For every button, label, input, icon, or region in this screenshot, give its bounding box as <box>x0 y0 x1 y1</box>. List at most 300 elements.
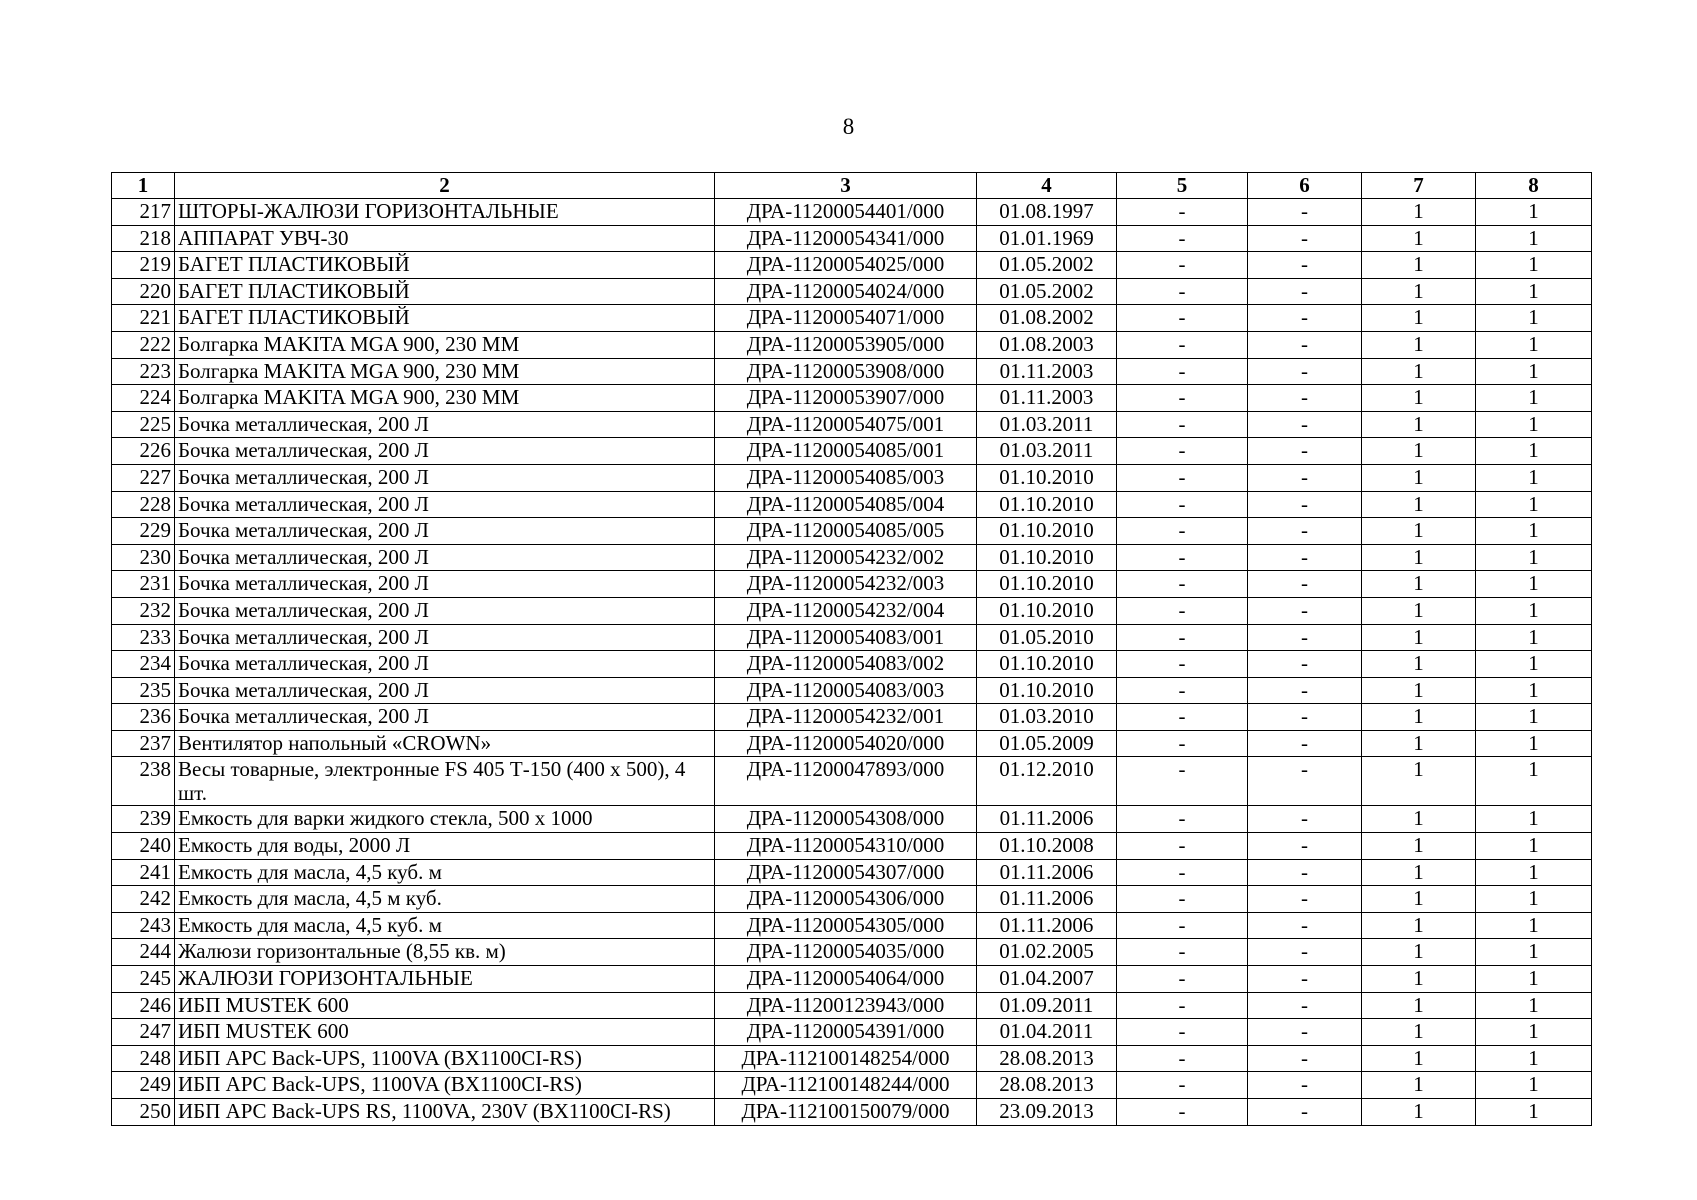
column-5-cell: - <box>1117 1099 1248 1126</box>
column-6-cell: - <box>1248 624 1362 651</box>
row-number-cell: 246 <box>112 992 175 1019</box>
row-number-cell: 235 <box>112 677 175 704</box>
column-5-cell: - <box>1117 464 1248 491</box>
column-5-cell: - <box>1117 411 1248 438</box>
date-cell: 23.09.2013 <box>977 1099 1117 1126</box>
column-6-cell: - <box>1248 939 1362 966</box>
item-name-cell: Весы товарные, электронные FS 405 Т-150 (400 х 500), 4 шт. <box>175 757 715 806</box>
table-row <box>112 757 1592 806</box>
column-8-cell: 1 <box>1476 1045 1592 1072</box>
column-8-cell: 1 <box>1476 1019 1592 1046</box>
inventory-code-cell: ДРА-11200054305/000 <box>715 912 977 939</box>
table-row <box>112 1072 1592 1099</box>
table-row <box>112 886 1592 913</box>
table-row <box>112 491 1592 518</box>
column-6-cell: - <box>1248 358 1362 385</box>
item-name-cell: Бочка металлическая, 200 Л <box>175 704 715 731</box>
row-number-cell: 218 <box>112 225 175 252</box>
column-8-cell: 1 <box>1476 833 1592 860</box>
row-number-cell: 250 <box>112 1099 175 1126</box>
row-number-cell: 219 <box>112 252 175 279</box>
row-number-cell: 222 <box>112 331 175 358</box>
item-name-cell: ИБП APC Back-UPS RS, 1100VA, 230V (BX1100CI-RS) <box>175 1099 715 1126</box>
column-5-cell: - <box>1117 859 1248 886</box>
column-8-cell: 1 <box>1476 757 1592 806</box>
row-number-cell: 228 <box>112 491 175 518</box>
item-name-cell: Бочка металлическая, 200 Л <box>175 411 715 438</box>
date-cell: 01.04.2007 <box>977 966 1117 993</box>
inventory-code-cell: ДРА-11200054085/001 <box>715 438 977 465</box>
column-6-cell: - <box>1248 1019 1362 1046</box>
column-5-cell: - <box>1117 1072 1248 1099</box>
column-5-cell: - <box>1117 704 1248 731</box>
column-6-cell: - <box>1248 518 1362 545</box>
date-cell: 01.03.2011 <box>977 411 1117 438</box>
row-number-cell: 236 <box>112 704 175 731</box>
column-6-cell: - <box>1248 992 1362 1019</box>
table-row <box>112 704 1592 731</box>
column-6-cell: - <box>1248 305 1362 332</box>
table-row <box>112 305 1592 332</box>
date-cell: 01.10.2010 <box>977 677 1117 704</box>
item-name-cell: ИБП APC Back-UPS, 1100VA (BX1100CI-RS) <box>175 1045 715 1072</box>
row-number-cell: 239 <box>112 806 175 833</box>
row-number-cell: 244 <box>112 939 175 966</box>
column-5-cell: - <box>1117 730 1248 757</box>
date-cell: 01.10.2010 <box>977 597 1117 624</box>
column-8-cell: 1 <box>1476 730 1592 757</box>
table-row <box>112 571 1592 598</box>
column-8-cell: 1 <box>1476 385 1592 412</box>
row-number-cell: 225 <box>112 411 175 438</box>
item-name-cell: Бочка металлическая, 200 Л <box>175 544 715 571</box>
inventory-code-cell: ДРА-112100148244/000 <box>715 1072 977 1099</box>
table-row <box>112 597 1592 624</box>
column-6-cell: - <box>1248 1072 1362 1099</box>
column-8-cell: 1 <box>1476 225 1592 252</box>
column-6-cell: - <box>1248 411 1362 438</box>
item-name-cell: Жалюзи горизонтальные (8,55 кв. м) <box>175 939 715 966</box>
page-number: 8 <box>842 114 855 139</box>
row-number-cell: 223 <box>112 358 175 385</box>
column-7-cell: 1 <box>1362 992 1476 1019</box>
date-cell: 01.10.2010 <box>977 491 1117 518</box>
column-6-cell: - <box>1248 966 1362 993</box>
table-row <box>112 464 1592 491</box>
column-header: 1 <box>112 173 175 199</box>
column-6-cell: - <box>1248 491 1362 518</box>
inventory-code-cell: ДРА-11200123943/000 <box>715 992 977 1019</box>
column-8-cell: 1 <box>1476 252 1592 279</box>
date-cell: 01.11.2006 <box>977 859 1117 886</box>
row-number-cell: 240 <box>112 833 175 860</box>
column-8-cell: 1 <box>1476 966 1592 993</box>
column-header: 4 <box>977 173 1117 199</box>
column-5-cell: - <box>1117 491 1248 518</box>
column-5-cell: - <box>1117 886 1248 913</box>
table-row <box>112 331 1592 358</box>
table-row <box>112 624 1592 651</box>
column-header: 7 <box>1362 173 1476 199</box>
column-8-cell: 1 <box>1476 518 1592 545</box>
item-name-cell: Емкость для масла, 4,5 м куб. <box>175 886 715 913</box>
item-name-cell: Болгарка MAKITA MGA 900, 230 ММ <box>175 385 715 412</box>
date-cell: 01.10.2010 <box>977 571 1117 598</box>
column-7-cell: 1 <box>1362 1045 1476 1072</box>
column-5-cell: - <box>1117 358 1248 385</box>
row-number-cell: 247 <box>112 1019 175 1046</box>
column-8-cell: 1 <box>1476 886 1592 913</box>
date-cell: 28.08.2013 <box>977 1045 1117 1072</box>
inventory-code-cell: ДРА-11200054085/003 <box>715 464 977 491</box>
column-8-cell: 1 <box>1476 464 1592 491</box>
column-7-cell: 1 <box>1362 704 1476 731</box>
column-7-cell: 1 <box>1362 886 1476 913</box>
row-number-cell: 220 <box>112 278 175 305</box>
table-row <box>112 438 1592 465</box>
item-name-cell: Бочка металлическая, 200 Л <box>175 464 715 491</box>
column-6-cell: - <box>1248 704 1362 731</box>
column-7-cell: 1 <box>1362 677 1476 704</box>
column-8-cell: 1 <box>1476 704 1592 731</box>
column-8-cell: 1 <box>1476 651 1592 678</box>
row-number-cell: 226 <box>112 438 175 465</box>
column-5-cell: - <box>1117 438 1248 465</box>
table-row <box>112 677 1592 704</box>
table-row <box>112 278 1592 305</box>
column-6-cell: - <box>1248 651 1362 678</box>
column-5-cell: - <box>1117 757 1248 806</box>
column-8-cell: 1 <box>1476 571 1592 598</box>
column-7-cell: 1 <box>1362 859 1476 886</box>
date-cell: 01.05.2002 <box>977 278 1117 305</box>
row-number-cell: 230 <box>112 544 175 571</box>
item-name-cell: АППАРАТ УВЧ-30 <box>175 225 715 252</box>
table-row <box>112 806 1592 833</box>
table-row <box>112 518 1592 545</box>
column-8-cell: 1 <box>1476 1072 1592 1099</box>
column-6-cell: - <box>1248 833 1362 860</box>
inventory-code-cell: ДРА-112100150079/000 <box>715 1099 977 1126</box>
column-5-cell: - <box>1117 597 1248 624</box>
column-7-cell: 1 <box>1362 331 1476 358</box>
item-name-cell: Болгарка MAKITA MGA 900, 230 ММ <box>175 331 715 358</box>
column-8-cell: 1 <box>1476 331 1592 358</box>
date-cell: 01.03.2011 <box>977 438 1117 465</box>
inventory-code-cell: ДРА-11200054232/002 <box>715 544 977 571</box>
column-7-cell: 1 <box>1362 833 1476 860</box>
column-8-cell: 1 <box>1476 411 1592 438</box>
date-cell: 01.11.2006 <box>977 806 1117 833</box>
date-cell: 01.08.1997 <box>977 199 1117 226</box>
date-cell: 01.12.2010 <box>977 757 1117 806</box>
inventory-code-cell: ДРА-11200054341/000 <box>715 225 977 252</box>
date-cell: 01.03.2010 <box>977 704 1117 731</box>
column-5-cell: - <box>1117 278 1248 305</box>
item-name-cell: Бочка металлическая, 200 Л <box>175 651 715 678</box>
inventory-code-cell: ДРА-11200054232/004 <box>715 597 977 624</box>
item-name-cell: Бочка металлическая, 200 Л <box>175 518 715 545</box>
column-7-cell: 1 <box>1362 806 1476 833</box>
column-6-cell: - <box>1248 886 1362 913</box>
column-6-cell: - <box>1248 464 1362 491</box>
column-5-cell: - <box>1117 651 1248 678</box>
inventory-code-cell: ДРА-11200054306/000 <box>715 886 977 913</box>
date-cell: 01.05.2010 <box>977 624 1117 651</box>
item-name-cell: Емкость для варки жидкого стекла, 500 х 1000 <box>175 806 715 833</box>
date-cell: 01.11.2003 <box>977 385 1117 412</box>
column-6-cell: - <box>1248 225 1362 252</box>
inventory-code-cell: ДРА-11200054085/004 <box>715 491 977 518</box>
column-8-cell: 1 <box>1476 992 1592 1019</box>
date-cell: 01.11.2006 <box>977 886 1117 913</box>
column-5-cell: - <box>1117 677 1248 704</box>
row-number-cell: 248 <box>112 1045 175 1072</box>
table-row <box>112 1019 1592 1046</box>
column-6-cell: - <box>1248 597 1362 624</box>
date-cell: 01.11.2006 <box>977 912 1117 939</box>
date-cell: 01.08.2002 <box>977 305 1117 332</box>
inventory-code-cell: ДРА-11200054085/005 <box>715 518 977 545</box>
row-number-cell: 232 <box>112 597 175 624</box>
item-name-cell: ИБП MUSTEK 600 <box>175 992 715 1019</box>
date-cell: 01.10.2010 <box>977 518 1117 545</box>
column-8-cell: 1 <box>1476 358 1592 385</box>
inventory-code-cell: ДРА-11200054064/000 <box>715 966 977 993</box>
column-7-cell: 1 <box>1362 438 1476 465</box>
date-cell: 01.05.2002 <box>977 252 1117 279</box>
row-number-cell: 229 <box>112 518 175 545</box>
column-7-cell: 1 <box>1362 1072 1476 1099</box>
column-5-cell: - <box>1117 571 1248 598</box>
column-6-cell: - <box>1248 199 1362 226</box>
column-8-cell: 1 <box>1476 912 1592 939</box>
row-number-cell: 243 <box>112 912 175 939</box>
inventory-code-cell: ДРА-11200054307/000 <box>715 859 977 886</box>
column-7-cell: 1 <box>1362 730 1476 757</box>
table-row <box>112 411 1592 438</box>
table-row <box>112 1045 1592 1072</box>
table-row <box>112 992 1592 1019</box>
column-5-cell: - <box>1117 385 1248 412</box>
item-name-cell: БАГЕТ ПЛАСТИКОВЫЙ <box>175 305 715 332</box>
inventory-code-cell: ДРА-11200053905/000 <box>715 331 977 358</box>
column-5-cell: - <box>1117 939 1248 966</box>
date-cell: 01.10.2010 <box>977 464 1117 491</box>
item-name-cell: Емкость для воды, 2000 Л <box>175 833 715 860</box>
table-row <box>112 651 1592 678</box>
date-cell: 01.02.2005 <box>977 939 1117 966</box>
column-6-cell: - <box>1248 252 1362 279</box>
inventory-table <box>111 172 1592 1126</box>
inventory-code-cell: ДРА-11200054232/001 <box>715 704 977 731</box>
column-6-cell: - <box>1248 278 1362 305</box>
row-number-cell: 249 <box>112 1072 175 1099</box>
date-cell: 01.10.2010 <box>977 544 1117 571</box>
column-6-cell: - <box>1248 1045 1362 1072</box>
column-8-cell: 1 <box>1476 597 1592 624</box>
table-header-row <box>112 173 1592 199</box>
column-7-cell: 1 <box>1362 939 1476 966</box>
inventory-code-cell: ДРА-11200054071/000 <box>715 305 977 332</box>
column-header: 2 <box>175 173 715 199</box>
item-name-cell: Бочка металлическая, 200 Л <box>175 597 715 624</box>
column-7-cell: 1 <box>1362 278 1476 305</box>
column-8-cell: 1 <box>1476 491 1592 518</box>
date-cell: 01.05.2009 <box>977 730 1117 757</box>
column-8-cell: 1 <box>1476 677 1592 704</box>
column-6-cell: - <box>1248 757 1362 806</box>
row-number-cell: 217 <box>112 199 175 226</box>
inventory-code-cell: ДРА-11200054308/000 <box>715 806 977 833</box>
column-6-cell: - <box>1248 438 1362 465</box>
column-5-cell: - <box>1117 912 1248 939</box>
column-5-cell: - <box>1117 331 1248 358</box>
table-row <box>112 912 1592 939</box>
inventory-code-cell: ДРА-11200054083/001 <box>715 624 977 651</box>
column-7-cell: 1 <box>1362 571 1476 598</box>
column-8-cell: 1 <box>1476 305 1592 332</box>
column-7-cell: 1 <box>1362 1019 1476 1046</box>
column-5-cell: - <box>1117 833 1248 860</box>
table-row <box>112 225 1592 252</box>
date-cell: 28.08.2013 <box>977 1072 1117 1099</box>
inventory-code-cell: ДРА-11200047893/000 <box>715 757 977 806</box>
date-cell: 01.11.2003 <box>977 358 1117 385</box>
item-name-cell: БАГЕТ ПЛАСТИКОВЫЙ <box>175 278 715 305</box>
column-7-cell: 1 <box>1362 358 1476 385</box>
column-7-cell: 1 <box>1362 252 1476 279</box>
column-8-cell: 1 <box>1476 199 1592 226</box>
column-7-cell: 1 <box>1362 757 1476 806</box>
column-8-cell: 1 <box>1476 1099 1592 1126</box>
column-6-cell: - <box>1248 331 1362 358</box>
column-6-cell: - <box>1248 912 1362 939</box>
column-7-cell: 1 <box>1362 385 1476 412</box>
column-6-cell: - <box>1248 571 1362 598</box>
inventory-code-cell: ДРА-112100148254/000 <box>715 1045 977 1072</box>
column-7-cell: 1 <box>1362 544 1476 571</box>
inventory-code-cell: ДРА-11200054020/000 <box>715 730 977 757</box>
column-8-cell: 1 <box>1476 624 1592 651</box>
table-body <box>112 199 1592 1126</box>
row-number-cell: 241 <box>112 859 175 886</box>
row-number-cell: 234 <box>112 651 175 678</box>
column-6-cell: - <box>1248 677 1362 704</box>
column-5-cell: - <box>1117 806 1248 833</box>
inventory-code-cell: ДРА-11200054024/000 <box>715 278 977 305</box>
column-5-cell: - <box>1117 252 1248 279</box>
column-7-cell: 1 <box>1362 464 1476 491</box>
table-row <box>112 833 1592 860</box>
column-8-cell: 1 <box>1476 939 1592 966</box>
column-5-cell: - <box>1117 518 1248 545</box>
column-5-cell: - <box>1117 199 1248 226</box>
column-header: 5 <box>1117 173 1248 199</box>
date-cell: 01.09.2011 <box>977 992 1117 1019</box>
column-header: 3 <box>715 173 977 199</box>
column-8-cell: 1 <box>1476 806 1592 833</box>
column-5-cell: - <box>1117 225 1248 252</box>
row-number-cell: 242 <box>112 886 175 913</box>
column-header: 8 <box>1476 173 1592 199</box>
item-name-cell: Вентилятор напольный «CROWN» <box>175 730 715 757</box>
column-7-cell: 1 <box>1362 305 1476 332</box>
column-8-cell: 1 <box>1476 544 1592 571</box>
date-cell: 01.01.1969 <box>977 225 1117 252</box>
date-cell: 01.10.2008 <box>977 833 1117 860</box>
column-8-cell: 1 <box>1476 278 1592 305</box>
item-name-cell: Емкость для масла, 4,5 куб. м <box>175 912 715 939</box>
date-cell: 01.04.2011 <box>977 1019 1117 1046</box>
column-7-cell: 1 <box>1362 597 1476 624</box>
item-name-cell: Бочка металлическая, 200 Л <box>175 491 715 518</box>
column-7-cell: 1 <box>1362 966 1476 993</box>
inventory-code-cell: ДРА-11200054401/000 <box>715 199 977 226</box>
inventory-code-cell: ДРА-11200054075/001 <box>715 411 977 438</box>
inventory-code-cell: ДРА-11200054025/000 <box>715 252 977 279</box>
item-name-cell: Бочка металлическая, 200 Л <box>175 624 715 651</box>
table-row <box>112 544 1592 571</box>
inventory-code-cell: ДРА-11200053908/000 <box>715 358 977 385</box>
row-number-cell: 221 <box>112 305 175 332</box>
column-5-cell: - <box>1117 544 1248 571</box>
column-7-cell: 1 <box>1362 518 1476 545</box>
column-7-cell: 1 <box>1362 199 1476 226</box>
item-name-cell: Емкость для масла, 4,5 куб. м <box>175 859 715 886</box>
column-7-cell: 1 <box>1362 1099 1476 1126</box>
row-number-cell: 238 <box>112 757 175 806</box>
row-number-cell: 245 <box>112 966 175 993</box>
column-5-cell: - <box>1117 992 1248 1019</box>
column-7-cell: 1 <box>1362 912 1476 939</box>
row-number-cell: 231 <box>112 571 175 598</box>
column-header: 6 <box>1248 173 1362 199</box>
column-6-cell: - <box>1248 806 1362 833</box>
table-row <box>112 966 1592 993</box>
column-6-cell: - <box>1248 544 1362 571</box>
inventory-code-cell: ДРА-11200054391/000 <box>715 1019 977 1046</box>
item-name-cell: БАГЕТ ПЛАСТИКОВЫЙ <box>175 252 715 279</box>
table-row <box>112 1099 1592 1126</box>
column-5-cell: - <box>1117 624 1248 651</box>
column-5-cell: - <box>1117 1045 1248 1072</box>
inventory-code-cell: ДРА-11200054083/002 <box>715 651 977 678</box>
inventory-code-cell: ДРА-11200054310/000 <box>715 833 977 860</box>
inventory-code-cell: ДРА-11200054232/003 <box>715 571 977 598</box>
item-name-cell: ШТОРЫ-ЖАЛЮЗИ ГОРИЗОНТАЛЬНЫЕ <box>175 199 715 226</box>
item-name-cell: ИБП APC Back-UPS, 1100VA (BX1100CI-RS) <box>175 1072 715 1099</box>
column-8-cell: 1 <box>1476 859 1592 886</box>
column-5-cell: - <box>1117 305 1248 332</box>
column-8-cell: 1 <box>1476 438 1592 465</box>
table-row <box>112 358 1592 385</box>
column-7-cell: 1 <box>1362 624 1476 651</box>
row-number-cell: 224 <box>112 385 175 412</box>
table-row <box>112 252 1592 279</box>
item-name-cell: Бочка металлическая, 200 Л <box>175 571 715 598</box>
table-row <box>112 730 1592 757</box>
inventory-code-cell: ДРА-11200054083/003 <box>715 677 977 704</box>
item-name-cell: Бочка металлическая, 200 Л <box>175 677 715 704</box>
row-number-cell: 233 <box>112 624 175 651</box>
column-6-cell: - <box>1248 859 1362 886</box>
column-7-cell: 1 <box>1362 225 1476 252</box>
column-5-cell: - <box>1117 1019 1248 1046</box>
column-6-cell: - <box>1248 385 1362 412</box>
column-7-cell: 1 <box>1362 411 1476 438</box>
date-cell: 01.08.2003 <box>977 331 1117 358</box>
